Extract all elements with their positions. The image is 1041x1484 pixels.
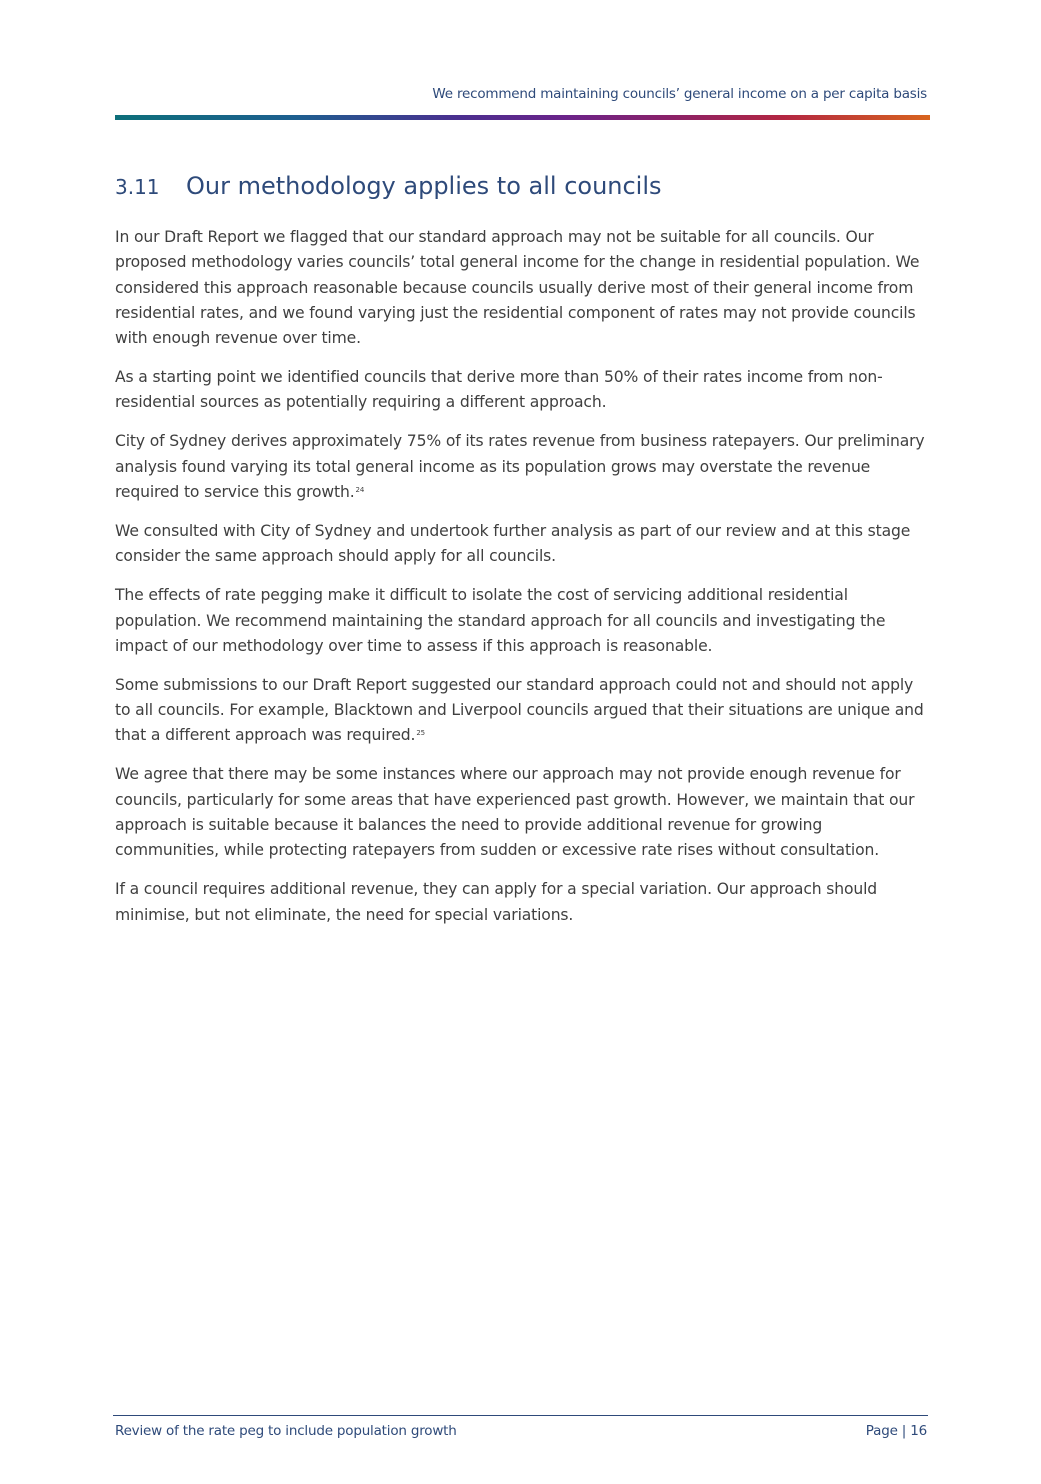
header-gradient-rule (115, 115, 930, 120)
paragraph-text: Some submissions to our Draft Report suggested our standard approach could not and should not apply to all councils. For example, Blacktown and Liverpool councils argued that their situations are unique and that a different approach was required. (115, 675, 924, 745)
paragraph (115, 225, 925, 351)
footnote-ref-24[interactable]: 24 (355, 486, 365, 495)
paragraph-text: In our Draft Report we flagged that our standard approach may not be suitable for all councils. Our proposed methodology varies councils’ total general income for the change in residential population. We considered this approach reasonable because councils usually derive most of their general income from residential rates, and we found varying just the residential component of rates may not provide councils with enough revenue over time. (115, 228, 920, 348)
paragraph-text: City of Sydney derives approximately 75% of its rates revenue from business ratepayers. Our preliminary analysis found varying its total general income as its population grows may overstate the revenue required to service this growth. (115, 432, 925, 502)
section-title: Our methodology applies to all councils (186, 172, 662, 200)
footer-page-number: Page | 16 (865, 1423, 927, 1439)
paragraph-text: As a starting point we identified councils that derive more than 50% of their rates income from non-residential sources as potentially requiring a different approach. (115, 368, 883, 412)
paragraph (115, 877, 925, 928)
paragraph-text: We agree that there may be some instances where our approach may not provide enough revenue for councils, particularly for some areas that have experienced past growth. However, we maintain that our approach is suitable because it balances the need to provide additional revenue for growing communities, while protecting ratepayers from sudden or excessive rate rises without consultation. (115, 765, 915, 860)
section-number: 3.11 (115, 175, 160, 199)
paragraph (115, 429, 925, 505)
section-heading (115, 172, 662, 200)
paragraph (115, 519, 925, 570)
paragraph (115, 583, 925, 659)
paragraph (115, 365, 925, 416)
paragraph-text: The effects of rate pegging make it difficult to isolate the cost of servicing additional residential population. We recommend maintaining the standard approach for all councils and investigating the impact of our methodology over time to assess if this approach is reasonable. (115, 586, 886, 655)
running-header: We recommend maintaining councils’ general income on a per capita basis (432, 86, 927, 102)
paragraph (115, 762, 925, 863)
body-text (115, 225, 925, 942)
footer-rule (113, 1415, 928, 1416)
paragraph-text: We consulted with City of Sydney and undertook further analysis as part of our review and at this stage consider the same approach should apply for all councils. (115, 522, 911, 566)
footer-document-title: Review of the rate peg to include population growth (115, 1423, 457, 1439)
paragraph (115, 673, 925, 749)
paragraph-text: If a council requires additional revenue, they can apply for a special variation. Our approach should minimise, but not eliminate, the need for special variations. (115, 880, 878, 924)
footnote-ref-25[interactable]: 25 (416, 729, 425, 738)
